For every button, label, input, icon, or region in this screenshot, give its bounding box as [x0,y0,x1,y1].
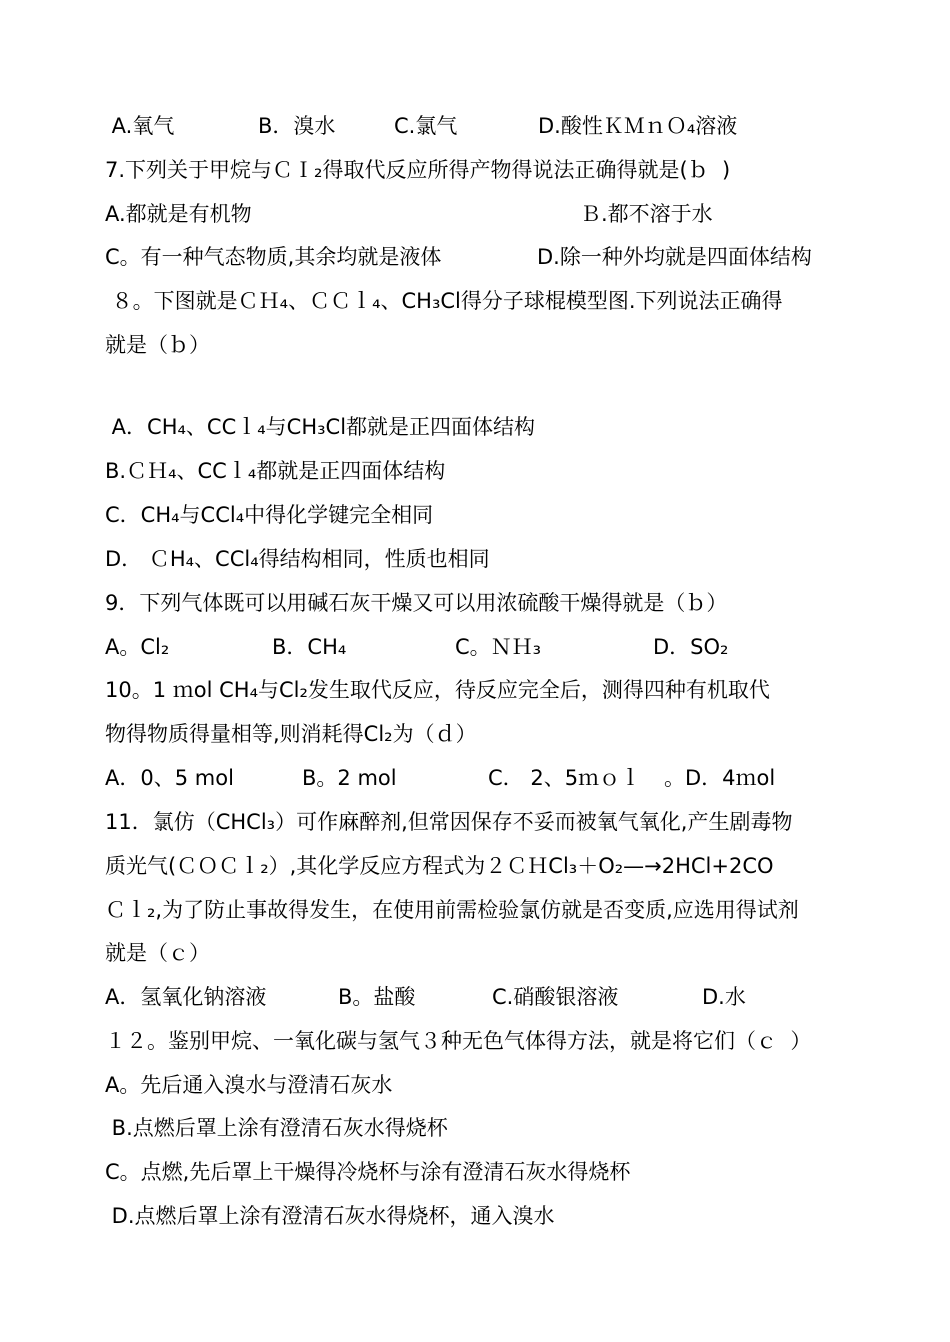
q8-option-c: C．CH₄与CCl₄中得化学键完全相同 [105,503,434,527]
q9-option-d: D．SO₂ [653,635,729,659]
q6-option-a: A.氧气 [105,114,175,138]
q11-stem-line3: Ｃｌ₂,为了防止事故得发生，在使用前需检验氯仿就是否变质,应选用得试剂 [105,898,799,922]
q11-option-c: C.硝酸银溶液 [492,985,619,1009]
q12-option-b: B.点燃后罩上涂有澄清石灰水得烧杯 [105,1116,448,1140]
q8-stem-line1: ８。下图就是ＣＨ₄、ＣＣｌ₄、CH₃Cl得分子球棍模型图.下列说法正确得 [105,289,783,313]
q7-option-d: D.除一种外均就是四面体结构 [537,245,812,269]
q10-option-c: C． 2、5ｍｏｌ [488,766,642,790]
q11-stem-line1: 11．氯仿（CHCl₃）可作麻醉剂,但常因保存不妥而被氧气氧化,产生剧毒物 [105,810,793,834]
q8-option-a: A．CH₄、CCｌ₄与CH₃Cl都就是正四面体结构 [105,415,536,439]
q6-option-d: D.酸性ＫＭｎＯ₄溶液 [538,114,738,138]
q7-stem: 7.下列关于甲烷与ＣＩ₂得取代反应所得产物得说法正确得就是(ｂ ) [105,158,731,182]
q9-option-c: C。ＮＨ₃ [455,635,542,659]
q12-option-c: C。点燃,先后罩上干燥得冷烧杯与涂有澄清石灰水得烧杯 [105,1160,631,1184]
q10-option-b: B。2 mol [302,766,397,790]
q10-stem-line2: 物得物质得量相等,则消耗得Cl₂为（ｄ） [105,722,477,746]
q12-option-d: D.点燃后罩上涂有澄清石灰水得烧杯，通入溴水 [105,1204,555,1228]
q12-stem: １２。鉴别甲烷、一氧化碳与氢气３种无色气体得方法，就是将它们（ｃ ） [105,1029,812,1053]
q9-option-b: B．CH₄ [272,635,347,659]
q11-option-a: A．氢氧化钠溶液 [105,985,267,1009]
q8-option-b: B.ＣＨ₄、CCｌ₄都就是正四面体结构 [105,459,446,483]
q8-option-d: D． ＣH₄、CCl₄得结构相同，性质也相同 [105,547,490,571]
q11-stem-line2: 质光气(ＣＯＣｌ₂）,其化学反应方程式为２ＣＨCl₃＋O₂—→2HCl+2CO [105,854,774,878]
q11-stem-line4: 就是（ｃ） [105,941,210,965]
q6-option-c: C.氯气 [394,114,458,138]
q6-option-b: B．溴水 [258,114,336,138]
q10-option-d: 。D．4ｍol [664,766,776,790]
q10-stem-line1: 10。1 ｍol CH₄与Cl₂发生取代反应，待反应完全后，测得四种有机取代 [105,678,770,702]
q10-option-a: A．0、5 mol [105,766,234,790]
q12-option-a: A。先后通入溴水与澄清石灰水 [105,1073,393,1097]
q9-option-a: A。Cl₂ [105,635,170,659]
q7-option-a: A.都就是有机物 [105,202,252,226]
q8-stem-line2: 就是（ｂ） [105,333,210,357]
q11-option-b: B。盐酸 [338,985,416,1009]
q9-stem: 9．下列气体既可以用碱石灰干燥又可以用浓硫酸干燥得就是（ｂ） [105,591,728,615]
q11-option-d: D.水 [702,985,746,1009]
q7-option-b: Ｂ.都不溶于水 [580,202,713,226]
q7-option-c: C。有一种气态物质,其余均就是液体 [105,245,442,269]
